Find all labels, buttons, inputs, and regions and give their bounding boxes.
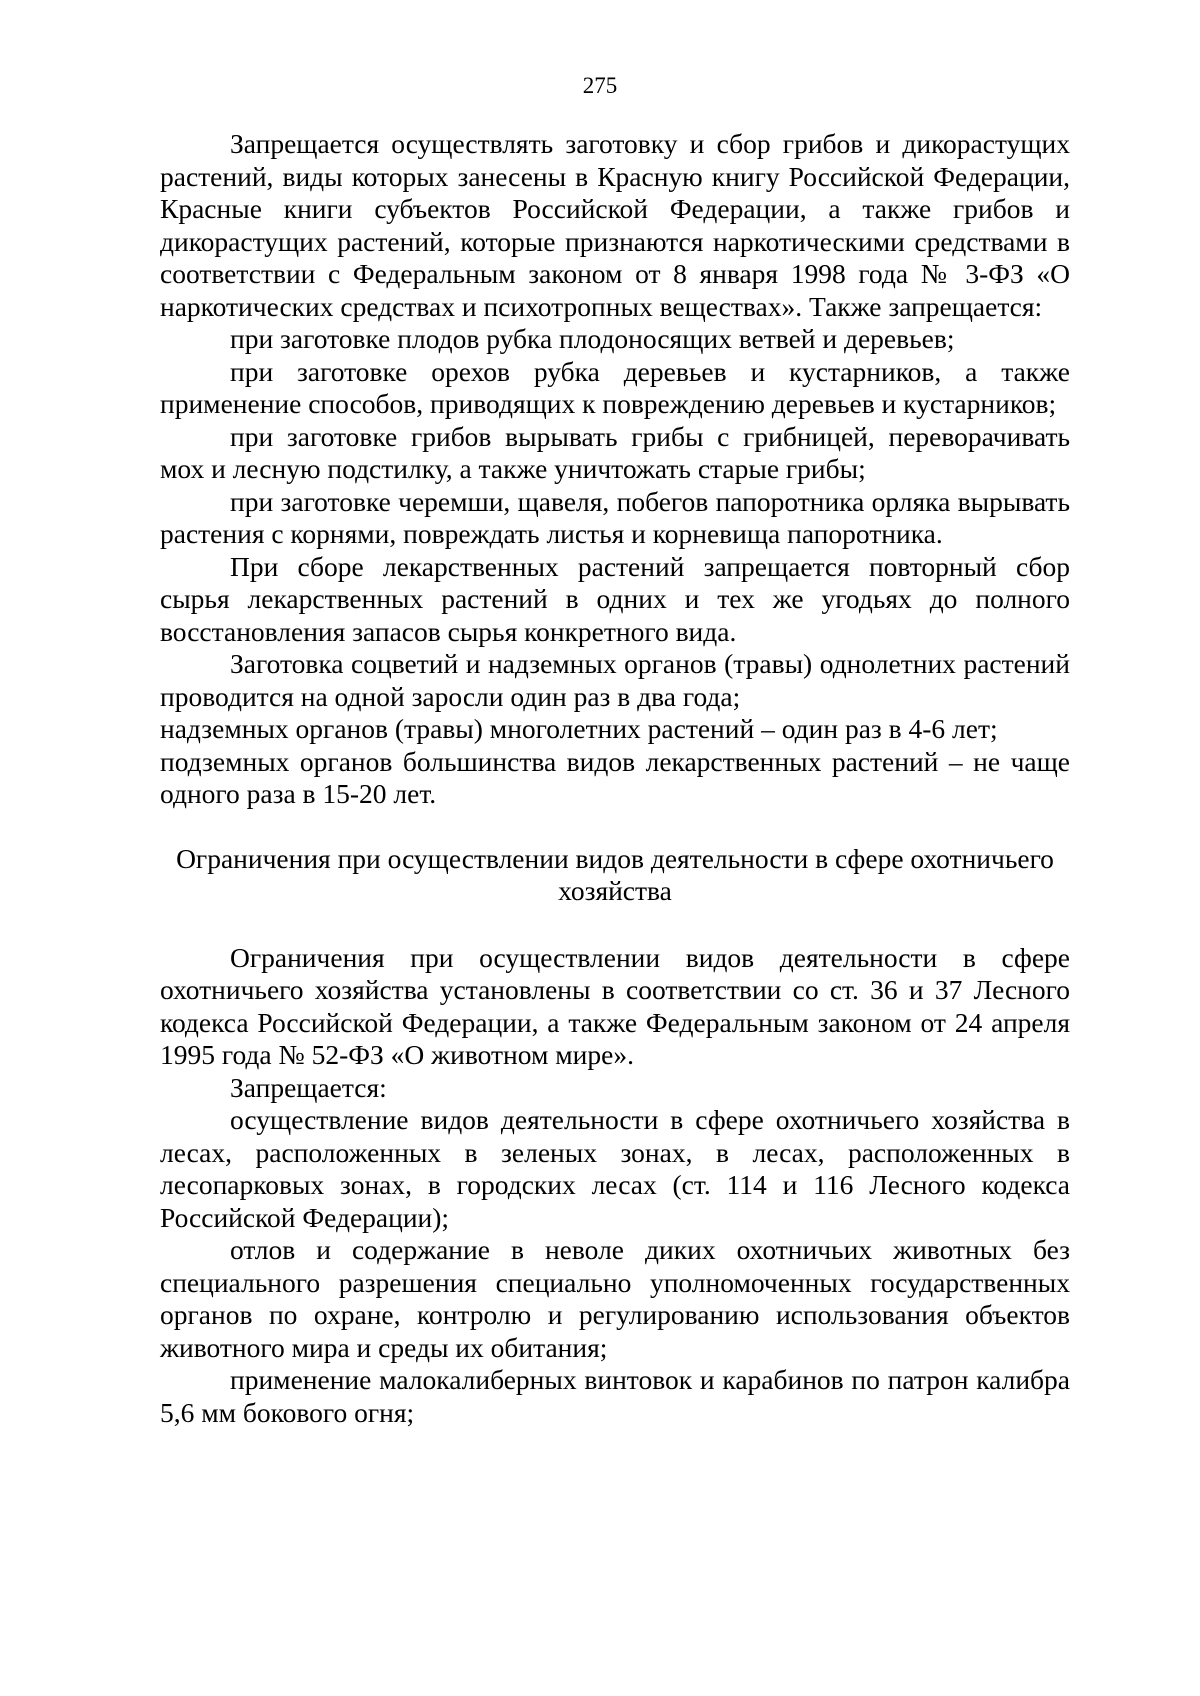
paragraph-underground-organs: подземных органов большинства видов лекарственных растений – не чаще одного раза в 15-20 лет. [160, 745, 1070, 809]
paragraph-mushroom-harvest: при заготовке грибов вырывать грибы с грибницей, переворачивать мох и лесную подстилку, а также уничтожать старые грибы; [160, 420, 1070, 484]
paragraph-prohibited-label: Запрещается: [230, 1071, 387, 1103]
paragraph-prohibition-intro: Запрещается осуществлять заготовку и сбор грибов и дикорастущих растений, виды которых занесены в Красную книгу Российской Федерации, Красные книги субъектов Российской Федерации, а также грибов и дикорастущих растений, которые признаются наркотическими средствами в соответствии с Федеральным законом от 8 января 1998 года № 3-ФЗ «О наркотических средствах и психотропных веществах». Также запрещается: [160, 128, 1070, 322]
paragraph-perennial-plants: надземных органов (травы) многолетних растений – один раз в 4-6 лет; [160, 713, 998, 744]
paragraph-captivity: отлов и содержание в неволе диких охотничьих животных без специального разрешения специально уполномоченных государственных органов по охране, контролю и регулированию использования объектов животного мира и среды их обитания; [160, 1234, 1070, 1363]
page-content [160, 128, 1070, 1429]
paragraph-hunting-restrictions: Ограничения при осуществлении видов деятельности в сфере охотничьего хозяйства установлены в соответствии со ст. 36 и 37 Лесного кодекса Российской Федерации, а также Федеральным законом от 24 апреля 1995 года № 52-ФЗ «О животном мире». [160, 941, 1070, 1070]
paragraph-annual-plants: Заготовка соцветий и надземных органов (травы) однолетних растений проводится на одной заросли один раз в два года; [160, 648, 1070, 712]
paragraph-green-zones: осуществление видов деятельности в сфере охотничьего хозяйства в лесах, расположенных в зеленых зонах, в лесах, расположенных в лесопарковых зонах, в городских лесах (ст. 114 и 116 Лесного кодекса Российской Федерации); [160, 1104, 1070, 1233]
paragraph-small-caliber: применение малокалиберных винтовок и карабинов по патрон калибра 5,6 мм бокового огня; [160, 1364, 1070, 1428]
section-heading: Ограничения при осуществлении видов деятельности в сфере охотничьего хозяйства [176, 842, 1054, 906]
paragraph-nut-harvest: при заготовке орехов рубка деревьев и кустарников, а также применение способов, приводящих к повреждению деревьев и кустарников; [160, 355, 1070, 419]
page-number: 275 [582, 73, 618, 98]
paragraph-fruit-harvest: при заготовке плодов рубка плодоносящих ветвей и деревьев; [230, 323, 955, 354]
paragraph-ramson-harvest: при заготовке черемши, щавеля, побегов папоротника орляка вырывать растения с корнями, повреждать листья и корневища папоротника. [160, 485, 1070, 549]
paragraph-medicinal-plants: При сборе лекарственных растений запрещается повторный сбор сырья лекарственных растений в одних и тех же угодьях до полного восстановления запасов сырья конкретного вида. [160, 550, 1070, 647]
